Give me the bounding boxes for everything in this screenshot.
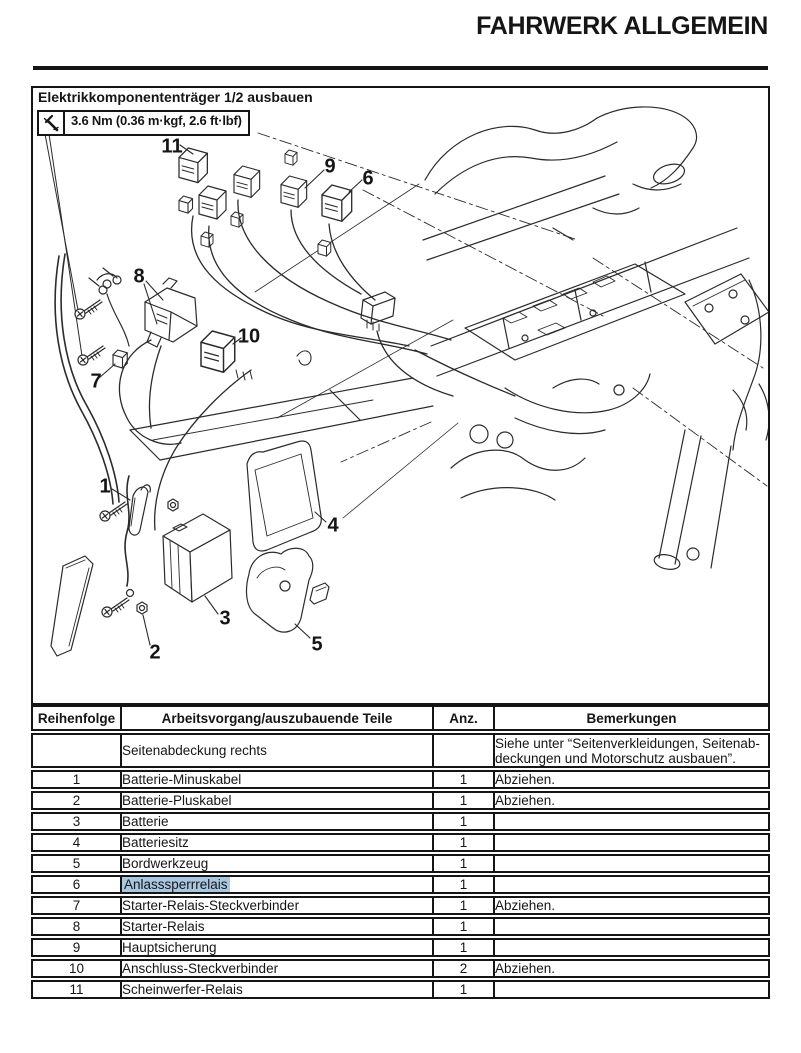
part-cell: Anschluss-Steckverbinder (120, 959, 432, 978)
order-cell: 11 (31, 980, 120, 999)
callout-10: 10 (237, 325, 261, 348)
battery-seat-drawing (247, 441, 321, 551)
callout-5: 5 (311, 633, 323, 656)
table-row (31, 770, 770, 789)
callout-11: 11 (161, 135, 183, 158)
remark-cell (493, 938, 770, 957)
order-cell: 7 (31, 896, 120, 915)
col-header-order: Reihenfolge (31, 705, 120, 731)
part-cell: Starter-Relais (120, 917, 432, 936)
qty-cell: 1 (432, 896, 493, 915)
remark-cell (493, 917, 770, 936)
remark-cell (493, 833, 770, 852)
qty-cell (432, 733, 493, 768)
torque-leader-lines (45, 134, 82, 356)
order-cell: 4 (31, 833, 120, 852)
part-cell (120, 875, 432, 894)
table-row-highlighted (31, 875, 770, 894)
table-row (31, 917, 770, 936)
table-row (31, 980, 770, 999)
order-cell: 8 (31, 917, 120, 936)
remark-cell: Abziehen. (493, 959, 770, 978)
torque-spec-box (37, 110, 250, 136)
order-cell: 2 (31, 791, 120, 810)
disassembly-table (31, 703, 770, 1001)
tool-strip-drawing (51, 556, 93, 656)
qty-cell: 1 (432, 938, 493, 957)
callout-2: 2 (149, 641, 161, 664)
col-header-part: Arbeitsvorgang/auszubauende Teile (120, 705, 432, 731)
callout-3: 3 (219, 607, 231, 630)
part-cell: Batterie-Pluskabel (120, 791, 432, 810)
selection-highlight: Anlasssperrrelais (124, 877, 228, 892)
table-row (31, 959, 770, 978)
callout-1: 1 (99, 475, 111, 498)
order-cell: 1 (31, 770, 120, 789)
battery-drawing (163, 514, 232, 602)
remark-cell (493, 854, 770, 873)
header-divider (33, 66, 768, 70)
table-row (31, 896, 770, 915)
part-cell: Batterie (120, 812, 432, 831)
remark-cell: Abziehen. (493, 770, 770, 789)
qty-cell: 2 (432, 959, 493, 978)
table-row (31, 733, 770, 768)
part-cell: Bordwerkzeug (120, 854, 432, 873)
qty-cell: 1 (432, 875, 493, 894)
page-title: FAHRWERK ALLGEMEIN (476, 12, 768, 40)
qty-cell: 1 (432, 833, 493, 852)
part-cell: Hauptsicherung (120, 938, 432, 957)
callout-9: 9 (324, 155, 336, 178)
qty-cell: 1 (432, 854, 493, 873)
side-cover-drawing (247, 548, 329, 632)
qty-cell: 1 (432, 770, 493, 789)
torque-value: 3.6 Nm (0.36 m·kgf, 2.6 ft·lbf) (71, 113, 242, 128)
remark-cell: Abziehen. (493, 896, 770, 915)
part-cell: Batteriesitz (120, 833, 432, 852)
col-header-remarks: Bemerkungen (493, 705, 770, 731)
table-row (31, 833, 770, 852)
battery-cables (55, 254, 129, 586)
exploded-parts-diagram (33, 88, 768, 703)
torque-wrench-icon (39, 112, 65, 134)
callout-7: 7 (90, 370, 102, 393)
remark-cell: Abziehen. (493, 791, 770, 810)
callout-4: 4 (327, 514, 339, 537)
part-cell: Scheinwerfer-Relais (120, 980, 432, 999)
order-cell: 5 (31, 854, 120, 873)
qty-cell: 1 (432, 980, 493, 999)
part-cell: Seitenabdeckung rechts (120, 733, 432, 768)
order-cell (31, 733, 120, 768)
motorcycle-frame-drawing (423, 107, 768, 572)
figure-panel (31, 86, 770, 705)
order-cell: 10 (31, 959, 120, 978)
qty-cell: 1 (432, 791, 493, 810)
remark-line: Siehe unter “Seitenverkleidungen, Seitenab- (495, 735, 760, 751)
callout-6: 6 (362, 167, 374, 190)
order-cell: 9 (31, 938, 120, 957)
callout-8: 8 (133, 265, 145, 288)
table-row (31, 812, 770, 831)
remark-cell (493, 733, 770, 768)
part-cell: Batterie-Minuskabel (120, 770, 432, 789)
remark-line: deckungen und Motorschutz ausbauen”. (495, 750, 736, 766)
table-row (31, 938, 770, 957)
qty-cell: 1 (432, 812, 493, 831)
wiring-harness (119, 200, 515, 530)
table-header-row (31, 705, 770, 731)
table-row (31, 854, 770, 873)
order-cell: 3 (31, 812, 120, 831)
part-cell: Starter-Relais-Steckverbinder (120, 896, 432, 915)
col-header-qty: Anz. (432, 705, 493, 731)
cable-bracket (129, 485, 150, 535)
remark-cell (493, 812, 770, 831)
remark-cell (493, 875, 770, 894)
order-cell: 6 (31, 875, 120, 894)
remark-cell (493, 980, 770, 999)
qty-cell: 1 (432, 917, 493, 936)
table-row (31, 791, 770, 810)
figure-title: Elektrikkomponententräger 1/2 ausbauen (38, 89, 313, 105)
